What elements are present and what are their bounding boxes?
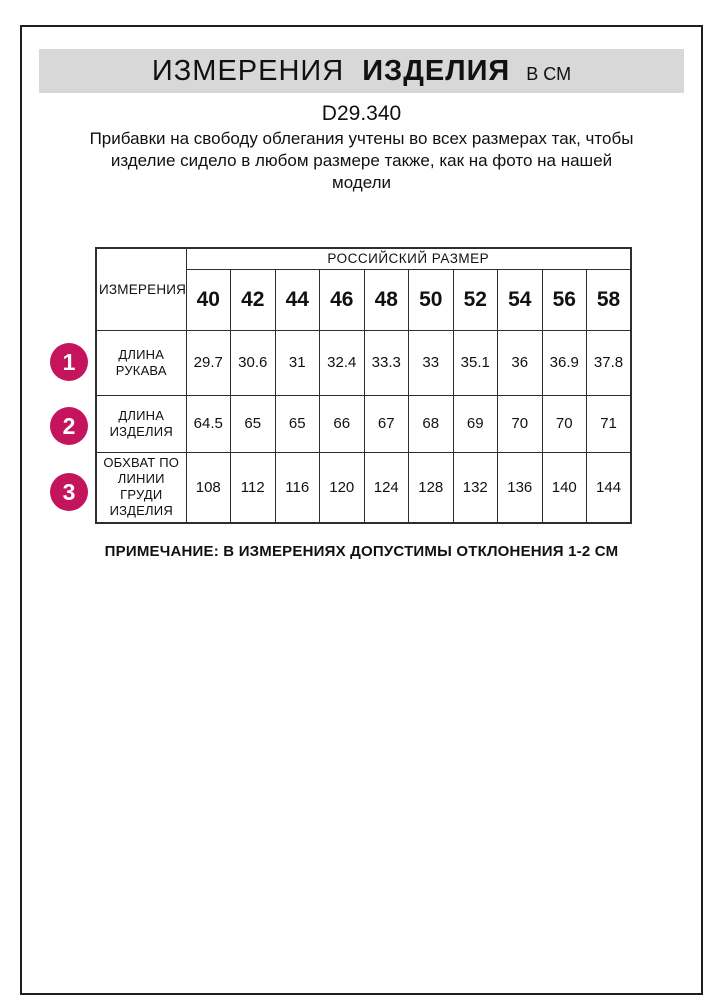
value-cell: 67	[364, 395, 409, 452]
value-cell: 71	[587, 395, 632, 452]
size-header-cell: 44	[275, 269, 320, 330]
row-marker-1: 1	[50, 343, 88, 381]
page-title-word1: ИЗМЕРЕНИЯ	[151, 54, 345, 87]
page-title-units: В СМ	[526, 63, 572, 84]
size-header-cell: 54	[498, 269, 543, 330]
table-row-sleeve-length	[96, 330, 631, 395]
page-title-word2: ИЗДЕЛИЯ	[362, 54, 511, 87]
size-header-cell: 58	[587, 269, 632, 330]
value-cell: 31	[275, 330, 320, 395]
corner-header-cell: ИЗМЕРЕНИЯ	[96, 248, 186, 330]
fit-description: Прибавки на свободу облегания учтены во всех размерах так, чтобы изделие сидело в любом размере также, как на фото на нашей модели	[89, 129, 634, 192]
value-cell: 35.1	[453, 330, 498, 395]
value-cell: 68	[409, 395, 454, 452]
value-cell: 124	[364, 452, 409, 523]
tolerance-note: ПРИМЕЧАНИЕ: В ИЗМЕРЕНИЯХ ДОПУСТИМЫ ОТКЛОНЕНИЯ 1-2 СМ	[104, 543, 619, 560]
value-cell: 65	[231, 395, 276, 452]
value-cell: 36.9	[542, 330, 587, 395]
size-header-cell: 48	[364, 269, 409, 330]
value-cell: 65	[275, 395, 320, 452]
value-cell: 37.8	[587, 330, 632, 395]
value-cell: 64.5	[186, 395, 231, 452]
value-cell: 36	[498, 330, 543, 395]
measurements-table	[95, 247, 632, 524]
title-band	[39, 49, 684, 93]
row-label-cell: ДЛИНА РУКАВА	[96, 330, 186, 395]
value-cell: 144	[587, 452, 632, 523]
value-cell: 70	[498, 395, 543, 452]
table-row-item-length	[96, 395, 631, 452]
article-code: D29.340	[321, 102, 402, 125]
size-header-cell: 50	[409, 269, 454, 330]
size-group-header-cell: РОССИЙСКИЙ РАЗМЕР	[186, 248, 631, 269]
value-cell: 112	[231, 452, 276, 523]
value-cell: 33	[409, 330, 454, 395]
size-header-cell: 42	[231, 269, 276, 330]
value-cell: 120	[320, 452, 365, 523]
value-cell: 32.4	[320, 330, 365, 395]
value-cell: 33.3	[364, 330, 409, 395]
value-cell: 69	[453, 395, 498, 452]
value-cell: 70	[542, 395, 587, 452]
table-row-group-header	[96, 248, 631, 269]
row-marker-2: 2	[50, 407, 88, 445]
value-cell: 128	[409, 452, 454, 523]
value-cell: 136	[498, 452, 543, 523]
value-cell: 108	[186, 452, 231, 523]
size-header-cell: 46	[320, 269, 365, 330]
value-cell: 66	[320, 395, 365, 452]
value-cell: 116	[275, 452, 320, 523]
row-marker-3: 3	[50, 473, 88, 511]
row-label-cell: ДЛИНА ИЗДЕЛИЯ	[96, 395, 186, 452]
value-cell: 29.7	[186, 330, 231, 395]
value-cell: 140	[542, 452, 587, 523]
size-header-cell: 52	[453, 269, 498, 330]
table-row-chest-girth	[96, 452, 631, 523]
size-header-cell: 40	[186, 269, 231, 330]
row-label-cell: ОБХВАТ ПО ЛИНИИ ГРУДИ ИЗДЕЛИЯ	[96, 452, 186, 523]
value-cell: 30.6	[231, 330, 276, 395]
size-header-cell: 56	[542, 269, 587, 330]
value-cell: 132	[453, 452, 498, 523]
